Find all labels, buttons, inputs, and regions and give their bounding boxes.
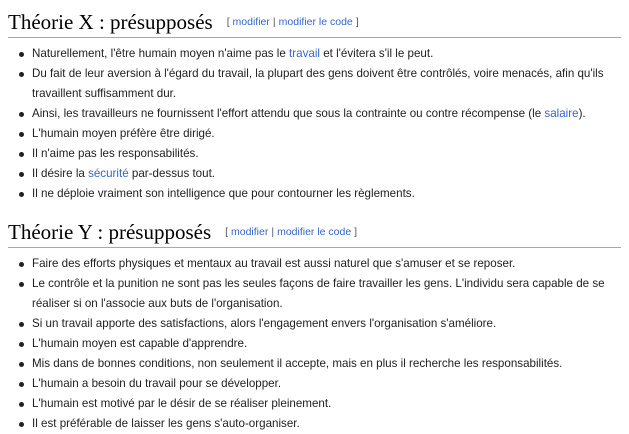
list-item: Si un travail apporte des satisfactions, alors l'engagement envers l'organisation s'améliore.	[28, 314, 621, 334]
edit-section-links: [ modifier | modifier le code ]	[225, 226, 358, 238]
edit-source-link[interactable]: modifier le code	[277, 226, 352, 238]
list-item: L'humain a besoin du travail pour se développer.	[28, 374, 621, 394]
list-item: Le contrôle et la punition ne sont pas les seules façons de faire travailler les gens. L'individu sera capable de se réaliser si on l'associe aux buts de l'organisation.	[28, 274, 621, 314]
list-item: L'humain moyen préfère être dirigé.	[28, 124, 621, 144]
section-title: Théorie X : présupposés	[8, 10, 213, 34]
wiki-link-securite[interactable]: sécurité	[88, 167, 129, 180]
list-item: Ainsi, les travailleurs ne fournissent l'effort attendu que sous la contrainte ou contre récompense (le salaire).	[28, 104, 621, 124]
list-item: Faire des efforts physiques et mentaux au travail est aussi naturel que s'amuser et se reposer.	[28, 254, 621, 274]
edit-link[interactable]: modifier	[230, 226, 269, 238]
list-item: Il ne déploie vraiment son intelligence que pour contourner les règlements.	[28, 184, 621, 204]
section-heading	[8, 6, 621, 38]
list-item: L'humain moyen est capable d'apprendre.	[28, 334, 621, 354]
list-item: Il est préférable de laisser les gens s'auto-organiser.	[28, 414, 621, 434]
bullet-list	[8, 44, 621, 204]
section-theorie-y	[8, 216, 621, 434]
article-content	[0, 6, 629, 434]
section-heading	[8, 216, 621, 248]
list-item: L'humain est motivé par le désir de se réaliser pleinement.	[28, 394, 621, 414]
list-item: Du fait de leur aversion à l'égard du travail, la plupart des gens doivent être contrôlés, voire menacés, afin qu'ils travaillent suffisamment dur.	[28, 64, 621, 104]
wiki-link-travail[interactable]: travail	[289, 47, 320, 60]
section-title: Théorie Y : présupposés	[8, 220, 212, 244]
list-item: Mis dans de bonnes conditions, non seulement il accepte, mais en plus il recherche les responsabilités.	[28, 354, 621, 374]
list-item: Il désire la sécurité par-dessus tout.	[28, 164, 621, 184]
edit-section-links: [ modifier | modifier le code ]	[226, 16, 359, 28]
edit-source-link[interactable]: modifier le code	[278, 16, 353, 28]
section-theorie-x	[8, 6, 621, 204]
wiki-link-salaire[interactable]: salaire	[544, 107, 579, 120]
edit-link[interactable]: modifier	[232, 16, 270, 28]
list-item: Il n'aime pas les responsabilités.	[28, 144, 621, 164]
bullet-list	[8, 254, 621, 434]
list-item: Naturellement, l'être humain moyen n'aime pas le travail et l'évitera s'il le peut.	[28, 44, 621, 64]
